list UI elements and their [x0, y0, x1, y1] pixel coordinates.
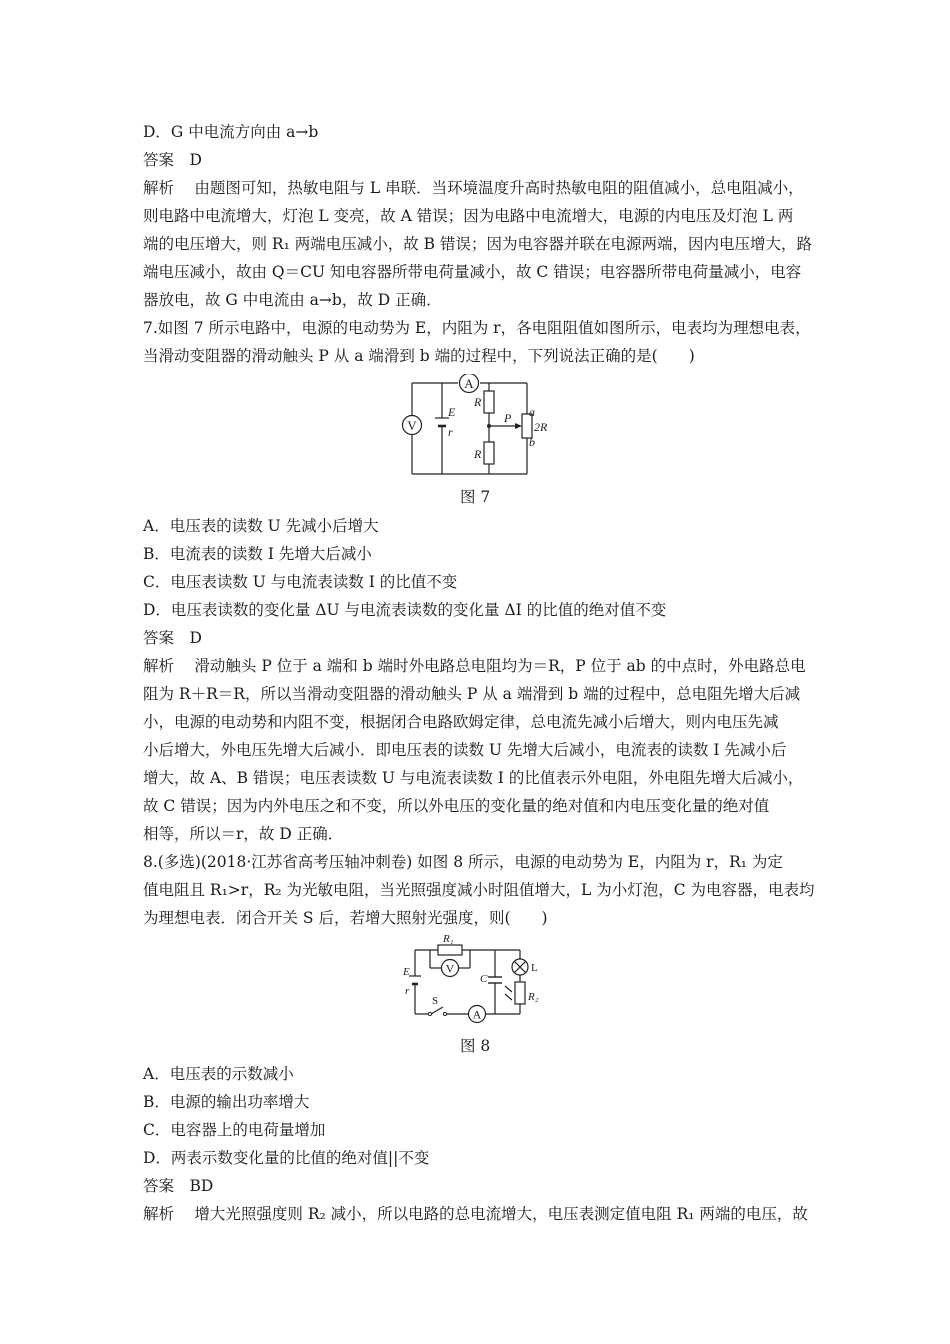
svg-text:S: S [432, 995, 439, 1007]
q7-option-c: C．电压表读数 U 与电流表读数 I 的比值不变 [143, 573, 458, 591]
figure-8-circuit [400, 934, 550, 1024]
svg-text:R: R [474, 447, 482, 461]
lamp-icon [512, 959, 528, 975]
svg-text:2R: 2R [534, 420, 548, 434]
q7-analysis-line-2: 阻为 R＋R＝R，所以当滑动变阻器的滑动触头 P 从 a 端滑到 b 端的过程中，总电阻先增大后减 [143, 685, 801, 703]
q6-option-d: D．G 中电流方向由 a→b [143, 123, 319, 141]
svg-text:b: b [529, 435, 535, 449]
q8-answer: 答案 BD [143, 1177, 214, 1195]
q6-analysis-line-2: 则电路中电流增大，灯泡 L 变亮，故 A 错误；因为电路中电流增大，电源的内电压及灯泡 L 两 [143, 207, 794, 225]
q8-stem-line-3: 为理想电表．闭合开关 S 后，若增大照射光强度，则( ) [143, 909, 548, 927]
svg-text:E: E [403, 966, 410, 978]
q8-option-b: B．电源的输出功率增大 [143, 1093, 310, 1111]
q7-analysis-line-1: 解析 滑动触头 P 位于 a 端和 b 端时外电路总电阻均为＝R，P 位于 ab 的中点时，外电路总电 [143, 657, 806, 675]
q7-analysis-line-6: 故 C 错误；因为内外电压之和不变，所以外电压的变化量的绝对值和内电压变化量的绝对值 [143, 797, 770, 815]
svg-text:L: L [531, 962, 538, 974]
q6-analysis-line-5: 器放电，故 G 中电流由 a→b，故 D 正确． [143, 291, 442, 309]
q6-analysis-line-4: 端电压减小，故由 Q＝CU 知电容器所带电荷量减小，故 C 错误；电容器所带电荷量减小，电容 [143, 263, 802, 281]
figure-7-caption: 图 7 [460, 488, 491, 506]
svg-text:R: R [474, 395, 482, 409]
svg-text:r: r [405, 985, 410, 997]
q6-answer: 答案 D [143, 151, 202, 169]
svg-text:V: V [407, 418, 417, 433]
q7-analysis-line-3: 小，电源的电动势和内阻不变，根据闭合电路欧姆定律，总电流先减小后增大，则内电压先减 [143, 713, 779, 731]
q7-option-d: D．电压表读数的变化量 ΔU 与电流表读数的变化量 ΔI 的比值的绝对值不变 [143, 601, 667, 619]
q7-analysis-line-4: 小后增大，外电压先增大后减小．即电压表的读数 U 先增大后减小，电流表的读数 I 先减小后 [143, 741, 787, 759]
figure-7-circuit [396, 374, 566, 478]
capacitor-icon [488, 977, 502, 983]
battery-icon [435, 418, 449, 426]
svg-text:r: r [448, 425, 453, 439]
q7-option-a: A．电压表的读数 U 先减小后增大 [143, 517, 379, 535]
ammeter-icon [469, 1006, 486, 1023]
svg-text:E: E [448, 405, 456, 419]
q8-option-a: A．电压表的示数减小 [143, 1065, 294, 1083]
q8-stem-line-1: 8.(多选)(2018·江苏省高考压轴冲刺卷) 如图 8 所示，电源的电动势为 E，内阻为 r，R₁ 为定 [143, 853, 783, 871]
q7-option-b: B．电流表的读数 I 先增大后减小 [143, 545, 372, 563]
q8-stem-line-2: 值电阻且 R₁>r，R₂ 为光敏电阻，当光照强度减小时阻值增大，L 为小灯泡，C 为电容器，电表均 [143, 881, 815, 899]
svg-text:A: A [472, 1007, 482, 1022]
svg-text:V: V [445, 961, 455, 976]
ammeter-icon [460, 374, 479, 393]
q8-option-d: D．两表示数变化量的比值的绝对值||不变 [143, 1149, 430, 1167]
voltmeter-icon [403, 416, 422, 435]
figure-8-caption: 图 8 [460, 1037, 491, 1055]
q7-stem-line-2: 当滑动变阻器的滑动触头 P 从 a 端滑到 b 端的过程中，下列说法正确的是( ) [143, 347, 695, 365]
svg-text:R₂: R₂ [528, 991, 539, 1003]
svg-text:P: P [504, 411, 512, 425]
svg-text:a: a [529, 405, 535, 419]
svg-text:A: A [464, 376, 474, 391]
svg-text:R₁: R₁ [443, 934, 454, 945]
battery-icon [409, 976, 421, 984]
q6-analysis-line-3: 端的电压增大，则 R₁ 两端电压减小，故 B 错误；因为电容器并联在电源两端，因内电压增大，路 [143, 235, 812, 253]
voltmeter-icon [442, 960, 459, 977]
svg-text:C: C [480, 973, 488, 985]
q7-analysis-line-7: 相等，所以＝r，故 D 正确． [143, 825, 344, 843]
q8-analysis-line-1: 解析 增大光照强度则 R₂ 减小，所以电路的总电流增大，电压表测定值电阻 R₁ 两端的电压，故 [143, 1205, 808, 1223]
q6-analysis-line-1: 解析 由题图可知，热敏电阻与 L 串联．当环境温度升高时热敏电阻的阻值减小，总电阻减小， [143, 179, 804, 197]
q7-analysis-line-5: 增大，故 A、B 错误；电压表读数 U 与电流表读数 I 的比值表示外电阻，外电阻先增大后减小， [143, 769, 804, 787]
q8-option-c: C．电容器上的电荷量增加 [143, 1121, 326, 1139]
q7-stem-line-1: 7.如图 7 所示电路中，电源的电动势为 E，内阻为 r，各电阻阻值如图所示，电表均为理想电表， [143, 319, 811, 337]
q7-answer: 答案 D [143, 629, 202, 647]
